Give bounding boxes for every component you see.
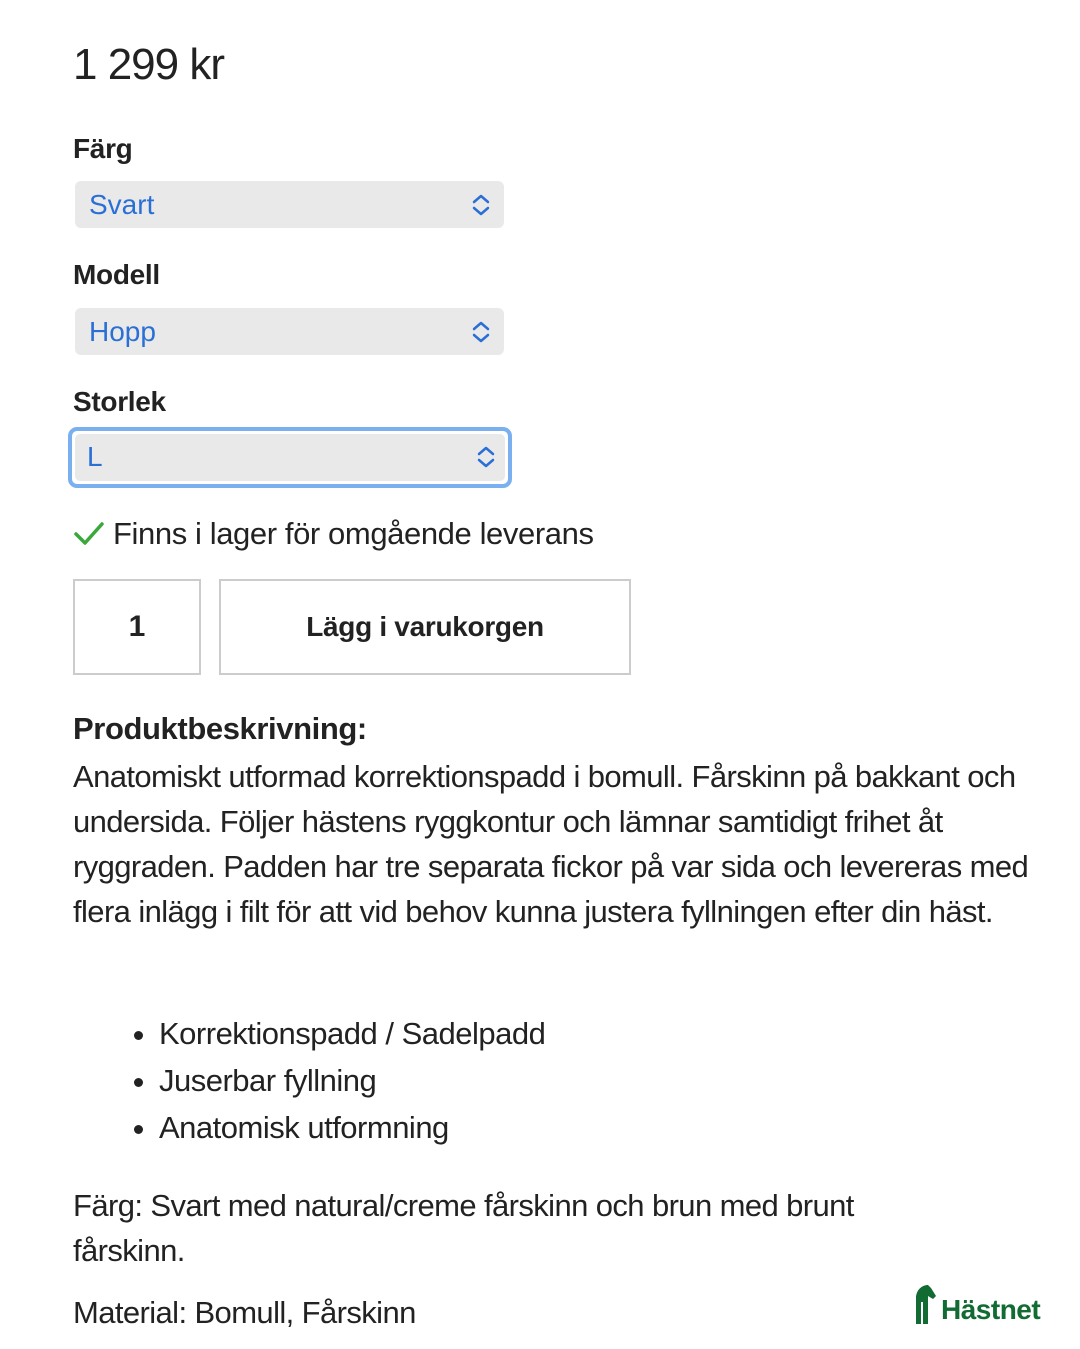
chevron-updown-icon xyxy=(470,320,492,344)
list-item: • Juserbar fyllning xyxy=(159,1057,545,1104)
list-item: • Anatomisk utformning xyxy=(159,1104,545,1151)
color-select[interactable] xyxy=(75,181,504,228)
stock-status-text: Finns i lager för omgående leverans xyxy=(113,516,594,551)
horse-logo-icon xyxy=(914,1284,938,1324)
color-select-value: Svart xyxy=(89,189,155,220)
stock-status xyxy=(73,516,594,552)
model-label: Modell xyxy=(73,259,160,290)
description-title: Produktbeskrivning: xyxy=(73,711,367,746)
material-note: Material: Bomull, Fårskinn xyxy=(73,1295,416,1330)
model-select[interactable] xyxy=(75,308,504,355)
size-select[interactable] xyxy=(68,427,512,488)
checkmark-icon xyxy=(73,521,105,547)
list-item: • Korrektionspadd / Sadelpadd xyxy=(159,1010,545,1057)
product-price: 1 299 kr xyxy=(73,40,224,89)
add-to-cart-button[interactable]: Lägg i varukorgen xyxy=(219,579,631,675)
brand-name: Hästnet xyxy=(941,1294,1041,1325)
size-select-value: L xyxy=(87,441,103,472)
quantity-input[interactable]: 1 xyxy=(73,579,201,675)
chevron-updown-icon xyxy=(475,445,497,469)
model-select-value: Hopp xyxy=(89,316,156,347)
description-text: Anatomiskt utformad korrektionspadd i bomull. Fårskinn på bakkant och undersida. Följer hästens ryggkontur och lämnar samtidigt frihet åt ryggraden. Padden har tre separata fickor på var sida och levereras med flera inlägg i filt för att vid behov kunna justera fyllningen efter din häst. xyxy=(73,759,1029,929)
chevron-updown-icon xyxy=(470,193,492,217)
size-label: Storlek xyxy=(73,386,166,417)
color-label: Färg xyxy=(73,133,133,164)
brand-logo xyxy=(914,1284,1040,1324)
color-note: Färg: Svart med natural/creme fårskinn och brun med brunt fårskinn. xyxy=(73,1188,854,1268)
feature-list xyxy=(73,1010,545,1151)
